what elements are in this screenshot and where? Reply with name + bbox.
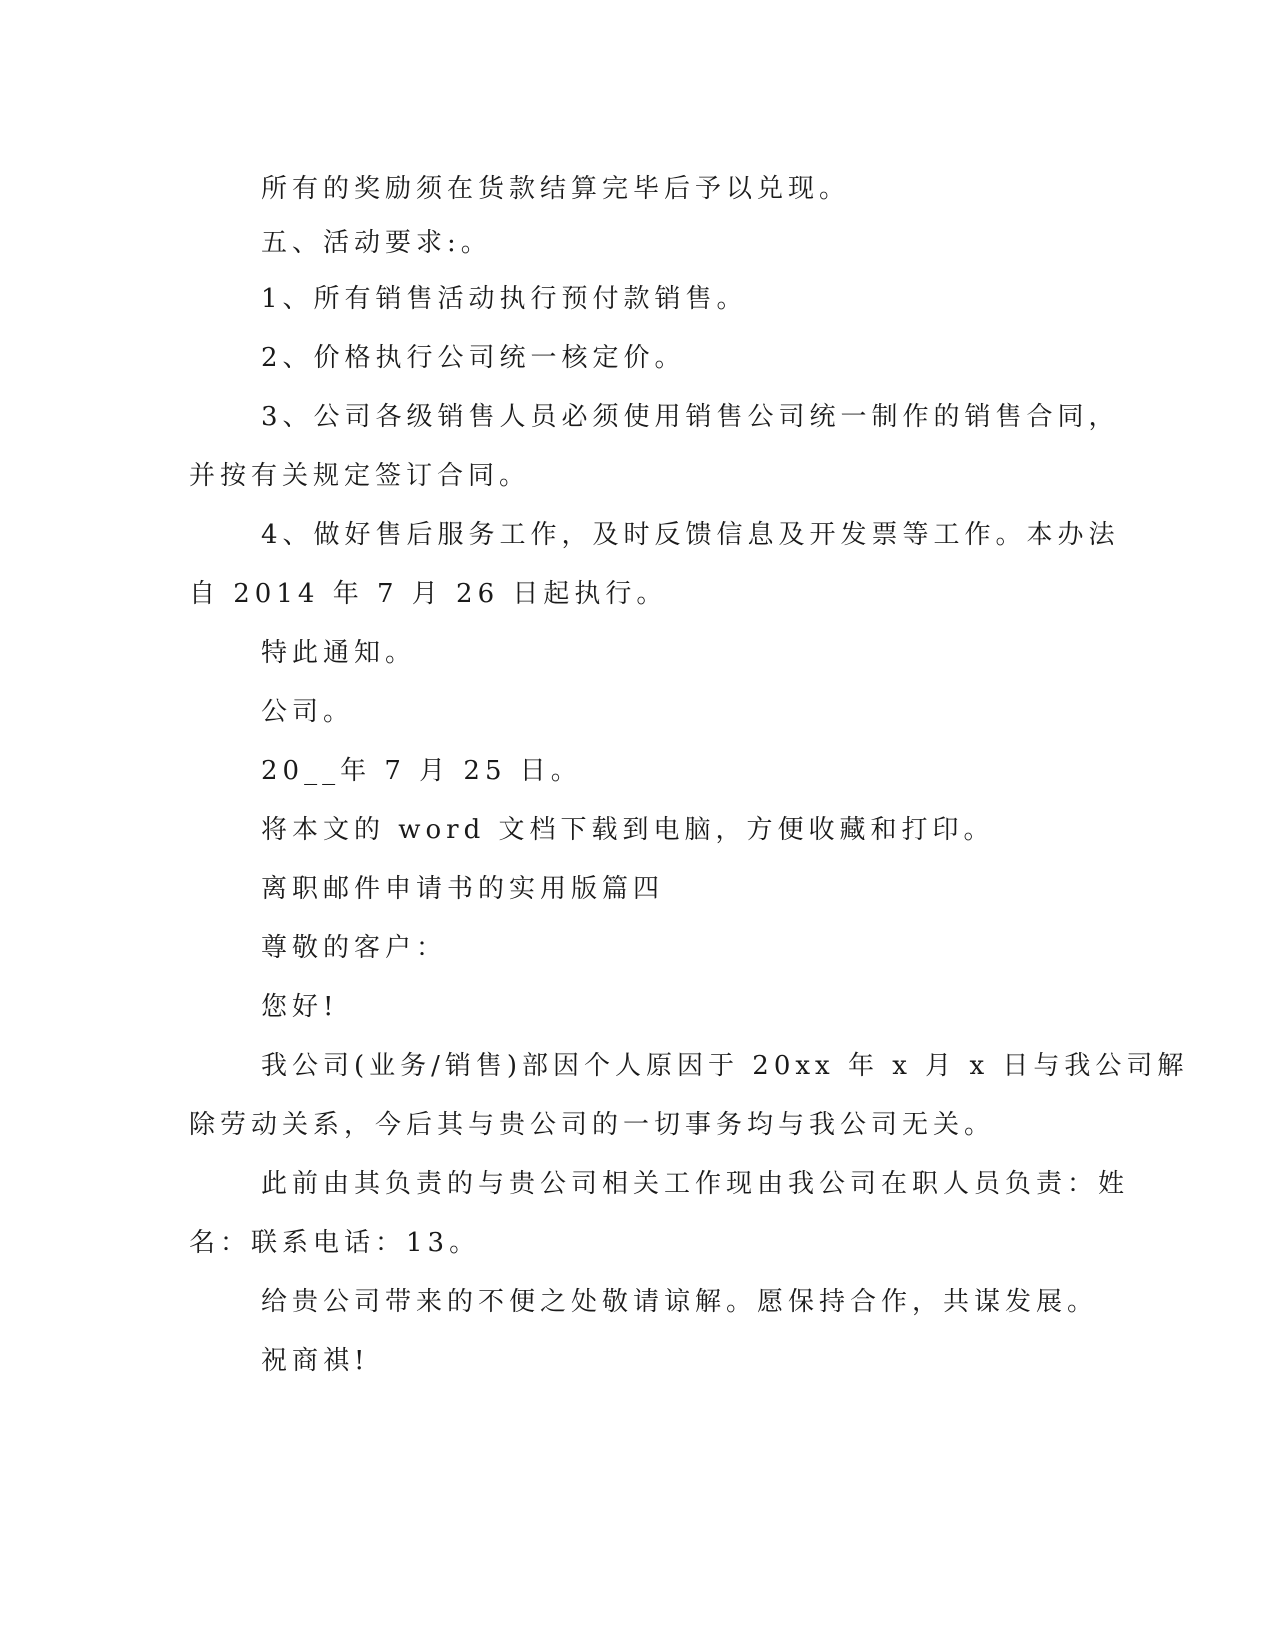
notice-closing: 特此通知。 — [261, 638, 417, 668]
body-paragraph-2-line1: 此前由其负责的与贵公司相关工作现由我公司在职人员负责：姓 — [261, 1169, 1130, 1199]
download-note: 将本文的 word 文档下载到电脑，方便收藏和打印。 — [261, 815, 995, 845]
requirement-item-3-line1: 3、公司各级销售人员必须使用销售公司统一制作的销售合同， — [261, 402, 1120, 432]
requirement-item-4-line1: 4、做好售后服务工作，及时反馈信息及开发票等工作。本办法 — [261, 520, 1120, 550]
signature-date: 20__年 7 月 25 日。 — [261, 756, 582, 786]
section-title-resignation-letter: 离职邮件申请书的实用版篇四 — [261, 874, 665, 904]
salutation: 尊敬的客户： — [261, 933, 448, 963]
closing-wish: 祝商祺! — [261, 1346, 370, 1376]
requirement-item-3-line2: 并按有关规定签订合同。 — [189, 461, 531, 491]
greeting: 您好! — [261, 992, 339, 1022]
requirement-item-4-line2: 自 2014 年 7 月 26 日起执行。 — [189, 579, 668, 609]
body-paragraph-2-line2: 名：联系电话：13。 — [189, 1228, 481, 1258]
body-paragraph-3: 给贵公司带来的不便之处敬请谅解。愿保持合作，共谋发展。 — [261, 1287, 1099, 1317]
requirement-item-1: 1、所有销售活动执行预付款销售。 — [261, 284, 748, 314]
body-paragraph-1-line1: 我公司(业务/销售)部因个人原因于 20xx 年 x 月 x 日与我公司解 — [261, 1051, 1189, 1081]
section-heading-activity-requirements: 五、活动要求:。 — [261, 228, 492, 258]
requirement-item-2: 2、价格执行公司统一核定价。 — [261, 343, 686, 373]
paragraph-reward-redemption: 所有的奖励须在货款结算完毕后予以兑现。 — [261, 174, 851, 204]
signature-company: 公司。 — [261, 697, 355, 727]
body-paragraph-1-line2: 除劳动关系，今后其与贵公司的一切事务均与我公司无关。 — [189, 1110, 996, 1140]
